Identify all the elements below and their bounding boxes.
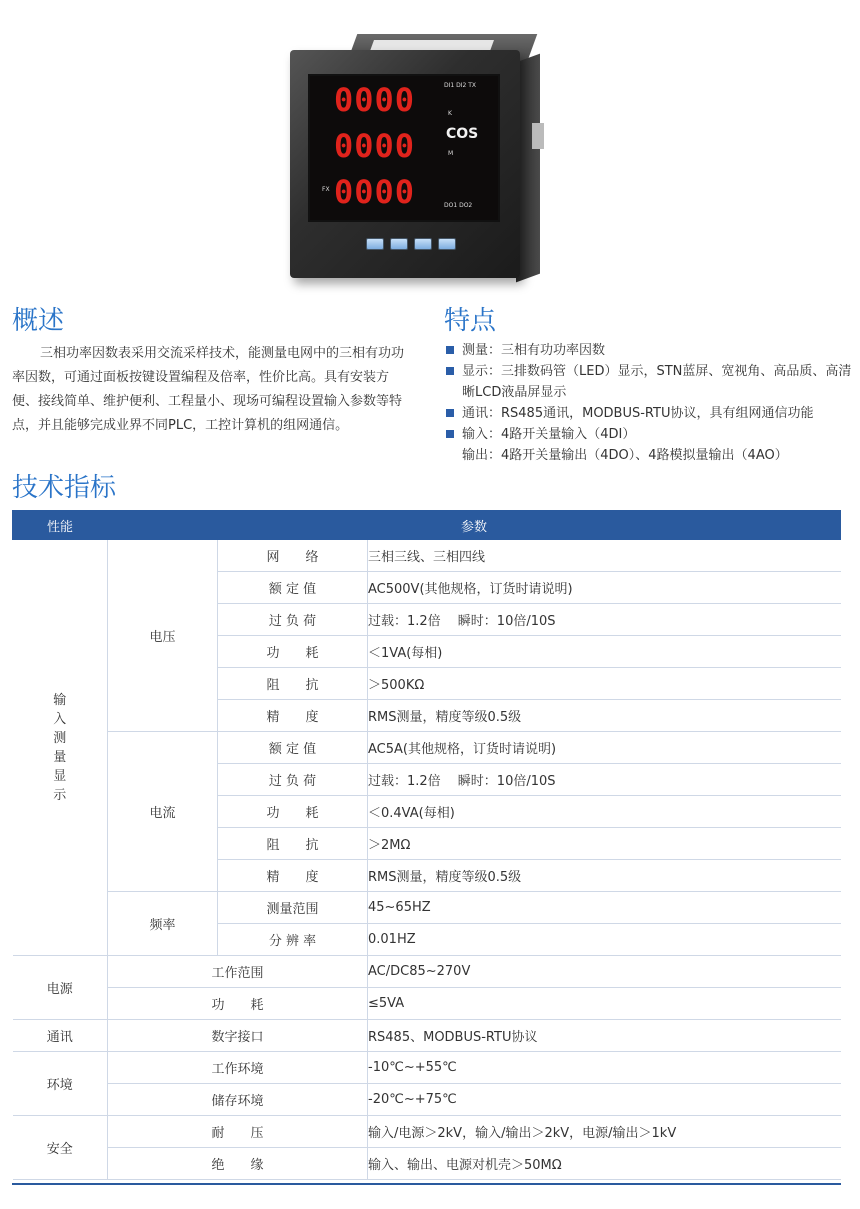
m-indicator: M [448,150,454,157]
table-row: 功 耗 ≤5VA [13,988,841,1020]
table-header [13,511,841,540]
frequency-label: 频率 [108,892,218,956]
table-row: 频率 测量范围 45~65HZ [13,892,841,924]
meter-display [308,74,500,222]
table-row: 过 负 荷 过载：1.2倍 瞬时：10倍/10S [13,764,841,796]
led-row-3: 0000 [334,173,416,211]
meter-mounting-clip [532,123,544,149]
spec-table [12,510,841,1180]
enter-key-icon [438,238,456,250]
bullet-icon [446,367,454,375]
power-label: 电源 [13,956,108,1020]
fx-indicator: FX [322,186,330,193]
table-row: 阻 抗 ＞500KΩ [13,668,841,700]
overview-text: 三相功率因数表采用交流采样技术，能测量电网中的三相有功功率因数，可通过面板按键设置编程及倍率，性价比高。具有安装方便、接线简单、维护便利、工程量小、现场可编程设置输入参数等特点，并且能够完成业界不同PLC，工控计算机的组网通信。 [12,346,405,433]
table-row: 储存环境 -20℃~+75℃ [13,1084,841,1116]
feature-item: 显示：三排数码管（LED）显示，STN蓝屏、宽视角、高品质、高清晰LCD液晶屏显示 [442,361,852,403]
feature-item: 通讯：RS485通讯，MODBUS-RTU协议，具有组网通信功能 [442,403,852,424]
right-key-icon [390,238,408,250]
environment-label: 环境 [13,1052,108,1116]
left-key-icon [366,238,384,250]
voltage-label: 电压 [108,540,218,732]
bullet-icon [446,430,454,438]
table-row: 输入测量显示 电压 网 络 三相三线、三相四线 [13,540,841,572]
table-row: 功 耗 ＜0.4VA(每相) [13,796,841,828]
table-row: 电源 工作范围 AC/DC85~270V [13,956,841,988]
features-title: 特点 [444,306,497,336]
do-indicator: DO1 DO2 [444,202,473,209]
product-image [270,18,560,288]
table-row: 分 辨 率 0.01HZ [13,924,841,956]
feature-item: 输出：4路开关量输出（4DO）、4路模拟量输出（4AO） [462,448,788,463]
bottom-divider [12,1183,841,1185]
table-row: 功 耗 ＜1VA(每相) [13,636,841,668]
feature-item: 测量：三相有功功率因数 [442,340,852,361]
led-row-1: 0000 [334,81,416,119]
cos-label: COS [446,126,479,142]
comm-label: 通讯 [13,1020,108,1052]
feature-item: 输入：4路开关量输入（4DI） [442,424,852,445]
table-row: 安全 耐 压 输入/电源＞2kV，输入/输出＞2kV，电源/输出＞1kV [13,1116,841,1148]
led-row-2: 0000 [334,127,416,165]
table-row: 环境 工作环境 -10℃~+55℃ [13,1052,841,1084]
table-row: 电流 额 定 值 AC5A(其他规格，订货时请说明) [13,732,841,764]
k-indicator: K [448,110,452,117]
input-group-label: 输入测量显示 [13,540,108,956]
table-row: 精 度 RMS测量，精度等级0.5级 [13,700,841,732]
bullet-icon [446,409,454,417]
specs-title: 技术指标 [12,473,117,503]
table-row: 额 定 值 AC500V(其他规格，订货时请说明) [13,572,841,604]
di-indicator: DI1 DI2 TX [444,82,477,89]
table-row: 绝 缘 输入、输出、电源对机壳＞50MΩ [13,1148,841,1180]
overview-title: 概述 [12,306,65,336]
table-row: 阻 抗 ＞2MΩ [13,828,841,860]
header-parameters: 参数 [108,511,841,540]
table-row: 精 度 RMS测量，精度等级0.5级 [13,860,841,892]
features-list [442,340,852,466]
table-row: 通讯 数字接口 RS485、MODBUS-RTU协议 [13,1020,841,1052]
safety-label: 安全 [13,1116,108,1180]
table-row: 过 负 荷 过载：1.2倍 瞬时：10倍/10S [13,604,841,636]
menu-key-icon [414,238,432,250]
current-label: 电流 [108,732,218,892]
meter-keypad [366,238,456,250]
bullet-icon [446,346,454,354]
header-performance: 性能 [13,511,108,540]
